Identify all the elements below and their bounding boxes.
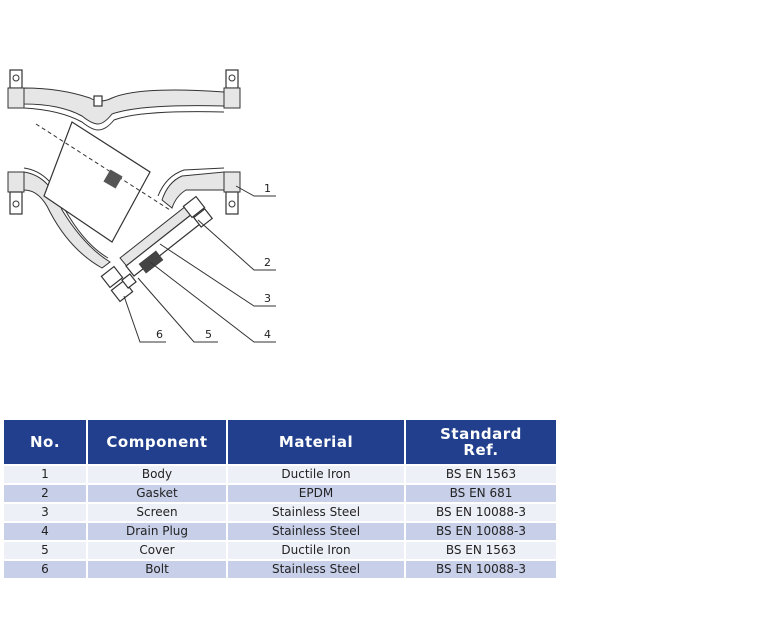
cell-no: 5	[4, 542, 86, 559]
cell-material: EPDM	[228, 485, 404, 502]
cell-component: Bolt	[88, 561, 226, 578]
callout-3: 3	[264, 292, 271, 305]
left-flange	[8, 70, 24, 214]
cell-standard: BS EN 1563	[406, 466, 556, 483]
cell-component: Drain Plug	[88, 523, 226, 540]
cell-component: Cover	[88, 542, 226, 559]
right-flange	[224, 70, 240, 214]
cell-standard: BS EN 10088-3	[406, 561, 556, 578]
cell-no: 3	[4, 504, 86, 521]
cell-standard: BS EN 10088-3	[406, 504, 556, 521]
callout-5: 5	[205, 328, 212, 341]
cell-component: Screen	[88, 504, 226, 521]
header-component: Component	[88, 420, 226, 464]
callout-4: 4	[264, 328, 271, 341]
cell-standard: BS EN 1563	[406, 542, 556, 559]
cell-material: Stainless Steel	[228, 523, 404, 540]
screen	[36, 122, 170, 242]
y-strainer-drawing	[0, 0, 300, 360]
table-row	[4, 466, 556, 483]
cell-standard: BS EN 681	[406, 485, 556, 502]
header-standard: Standard Ref.	[406, 420, 556, 464]
callout-1: 1	[264, 182, 271, 195]
cell-material: Stainless Steel	[228, 561, 404, 578]
cell-no: 2	[4, 485, 86, 502]
table-row	[4, 523, 556, 540]
table-row	[4, 561, 556, 578]
cell-material: Stainless Steel	[228, 504, 404, 521]
header-no: No.	[4, 420, 86, 464]
cell-no: 1	[4, 466, 86, 483]
table-row	[4, 504, 556, 521]
cell-standard: BS EN 10088-3	[406, 523, 556, 540]
table-row	[4, 485, 556, 502]
callout-6: 6	[156, 328, 163, 341]
cover	[120, 206, 200, 276]
cell-component: Body	[88, 466, 226, 483]
components-table	[2, 418, 558, 580]
cell-material: Ductile Iron	[228, 466, 404, 483]
cell-component: Gasket	[88, 485, 226, 502]
table-header-row	[4, 420, 556, 464]
cell-no: 4	[4, 523, 86, 540]
table-row	[4, 542, 556, 559]
cell-no: 6	[4, 561, 86, 578]
cell-material: Ductile Iron	[228, 542, 404, 559]
callout-2: 2	[264, 256, 271, 269]
header-material: Material	[228, 420, 404, 464]
